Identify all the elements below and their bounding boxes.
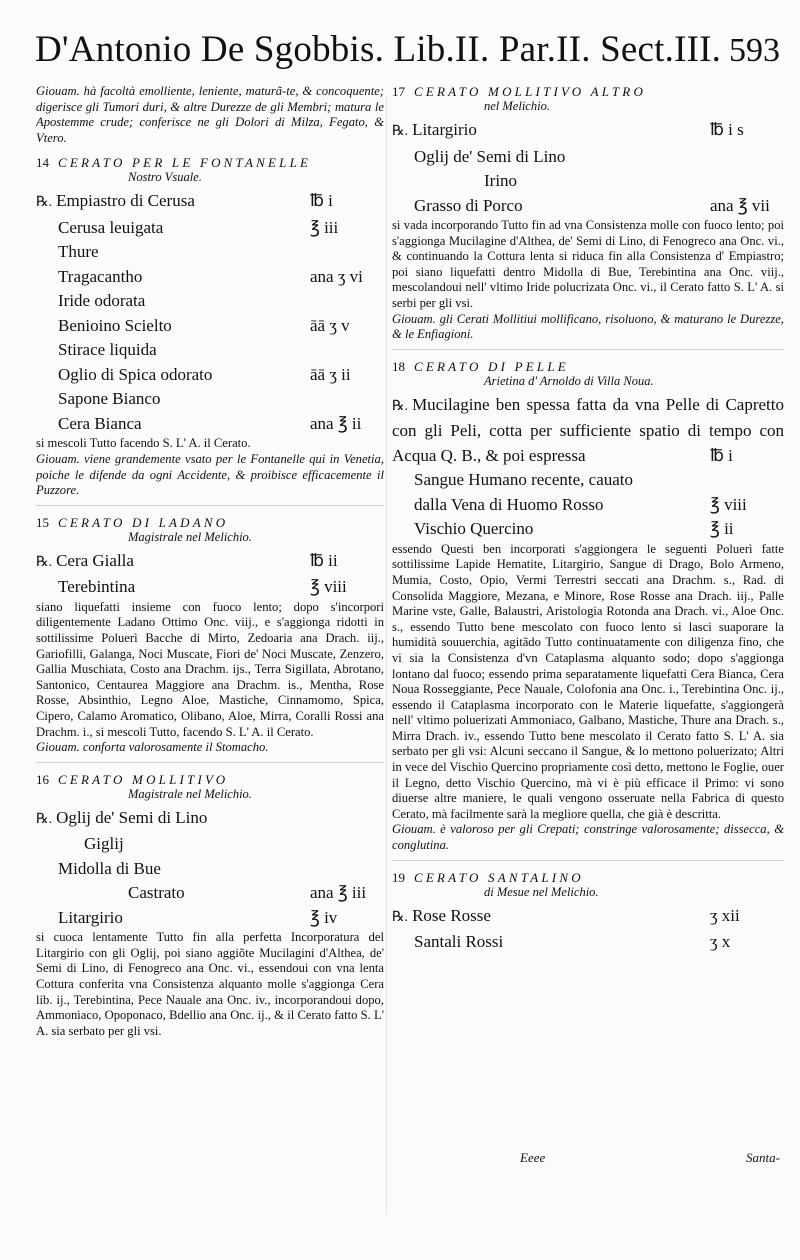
section-subtitle: Magistrale nel Melichio. xyxy=(128,786,252,801)
recipe-note: Giouam. gli Cerati Mollitiui mollificano, risoluono, & maturano le Durezze, & le Enfiagioni. xyxy=(392,311,784,342)
section-17-heading xyxy=(392,84,784,114)
section-title: CERATO PER LE FONTANELLE xyxy=(58,155,312,171)
ingredient-name: Oglij de' Semi di Lino xyxy=(414,146,566,166)
ingredient-name: Benioino Scielto xyxy=(58,315,172,335)
ingredient-name: Sapone Bianco xyxy=(58,389,161,409)
ingredient-quantity: ana ʒ vi xyxy=(310,266,363,286)
section-divider xyxy=(36,762,384,763)
column-gutter xyxy=(386,95,387,1215)
page-number: 593 xyxy=(729,32,780,69)
ingredient-quantity: ana ℥ iii xyxy=(310,883,367,903)
section-15-heading xyxy=(36,515,384,545)
ingredient-quantity: āā ʒ ii xyxy=(310,364,351,384)
section-16-heading xyxy=(36,772,384,802)
section-18-heading xyxy=(392,359,784,389)
recipe-instruction: siano liquefatti insieme con fuoco lento; dopo s'incorpori diligentemente Ladano Ottimo Onc. viij., e s'aggionga ridotti in sottilissime Poluerì Bacche di Mirto, Zedoaria ana Drach. iij., Gariofilli, Galanga, Noci Muscate, Fiori de' Noci Muscate, Zenzero, Gallia Muschiata, Costo ana Drachm. ijs., Terra Sigillata, Abrotano, Santonico, Centaurea Maggiore ana Drachm. is., Mentha, Rose Rosse, Absinthio, Legno Aloe, Mastiche, Cinnamomo, Spica, Cipero, Calamo Aromatico, Olibano, Aloe, Mirra, Coralli Rossi ana Drachm. i., si mescoli Tutto, facendo S. L' A. il Cerato. xyxy=(36,599,384,739)
ingredient-name: Empiastro di Cerusa xyxy=(56,191,195,211)
page-header xyxy=(35,28,780,82)
ingredient-quantity: ℥ viii xyxy=(710,494,747,514)
recipe-row xyxy=(36,881,384,906)
recipe-row xyxy=(36,189,384,216)
recipe-row xyxy=(36,314,384,339)
page-footer xyxy=(520,1150,780,1170)
section-19-recipe xyxy=(392,904,784,955)
recipe-row xyxy=(36,906,384,931)
ingredient-name: Cera Bianca xyxy=(58,413,142,433)
catchword: Santa- xyxy=(746,1150,780,1165)
ingredient-name: Cera Gialla xyxy=(56,550,134,570)
recipe-instruction: si vada incorporando Tutto fin ad vna Consistenza molle con fuoco lento; poi s'aggionga Mucilagine d'Althea, de' Semi di Lino, di Fenogreco ana Onc. vi., & continuando la Cottura lenta si riduca fin alla Consistenza d' Empiastro; poi siano liquefatti dentro Midolla di Bue, Terebintina ana Onc. viij., mescolandoui nell' vltimo Iride polucrizata Onc. vi., il Cerato fatto S. L' A. si serbi per gli vsi. xyxy=(392,218,784,310)
ingredient-quantity xyxy=(310,387,384,412)
recipe-sign: ℞. xyxy=(36,554,53,570)
section-title: CERATO MOLLITIVO ALTRO xyxy=(414,84,647,99)
ingredient-name: Cerusa leuigata xyxy=(58,217,164,237)
section-number: 19 xyxy=(392,869,405,885)
recipe-row xyxy=(36,575,384,600)
section-divider xyxy=(392,349,784,350)
ingredient-quantity xyxy=(710,145,784,170)
section-title: CERATO DI LADANO xyxy=(58,514,229,530)
ingredient-name: Thure xyxy=(58,242,99,262)
recipe-note: Giouam. conforta valorosamente il Stomacho. xyxy=(36,740,269,755)
recipe-row xyxy=(36,289,384,314)
recipe-row xyxy=(36,549,384,576)
ingredient-quantity: ʒ x xyxy=(710,932,731,952)
section-number: 14 xyxy=(36,155,49,171)
ingredient-name: Sangue Humano recente, cauato xyxy=(414,470,634,490)
recipe-sign: ℞. xyxy=(36,195,53,211)
recipe-row xyxy=(392,904,784,931)
section-14-heading xyxy=(36,155,384,185)
recipe-sign: ℞. xyxy=(392,124,409,139)
section-number: 16 xyxy=(36,771,49,787)
recipe-lead xyxy=(392,393,784,469)
recipe-row xyxy=(36,387,384,412)
recipe-row xyxy=(36,832,384,857)
ingredient-name: Irino xyxy=(484,171,518,190)
section-subtitle: di Mesue nel Melichio. xyxy=(484,884,599,899)
section-14-recipe xyxy=(36,189,384,436)
ingredient-quantity xyxy=(310,338,384,363)
ingredient-quantity: ℔ ii xyxy=(310,550,338,570)
recipe-row xyxy=(392,493,784,518)
ingredient-quantity: ℥ ii xyxy=(710,519,734,539)
ingredient-name: Vischio Quercino xyxy=(414,519,534,539)
ingredient-quantity xyxy=(310,857,384,882)
section-17-recipe xyxy=(392,118,784,218)
section-title: CERATO SANTALINO xyxy=(414,869,584,885)
recipe-row xyxy=(36,412,384,437)
ingredient-quantity: ℥ iii xyxy=(310,217,339,237)
recipe-note: Giouam. viene grandemente vsato per le Fontanelle qui in Venetia, poiche le difende da ogni Accidente, & proibisce efficacemente il Puzzore. xyxy=(36,451,384,498)
recipe-instruction: si cuoca lentamente Tutto fin alla perfetta Incorporatura del Litargirio con gli Oglij, poi siano aggiõte Mucilagini d'Althea, de' Semi di Lino, di Fenogreco ana Onc. vi., essendoui con vna lenta Cottura conferita vna Consistenza alquanto molle s'aggionga Cera lib. ij., Terebintina, Pece Nauale ana Onc. iv., incorporandoui dopo, Ammoniaco, Opoponaco, Bdellio ana Onc. ij., & il Cerato fatto S. L' A. sia serbato per gli vsi. xyxy=(36,930,384,1038)
recipe-row xyxy=(392,468,784,493)
ingredient-quantity: āā ʒ v xyxy=(310,315,350,335)
ingredient-quantity: ʒ xii xyxy=(710,905,740,925)
ingredient-name: Midolla di Bue xyxy=(58,858,161,878)
recipe-row xyxy=(392,169,784,194)
section-subtitle: Magistrale nel Melichio. xyxy=(128,529,252,544)
ingredient-quantity xyxy=(310,289,384,314)
section-subtitle: Nostro Vsuale. xyxy=(128,170,202,185)
ingredient-quantity: ℔ i xyxy=(710,445,733,465)
recipe-instruction: essendo Questi ben incorporati s'aggiongera le seguenti Poluerì fatte sottilissime Lapide Hematite, Litargirio, Sangue di Drago, Bolo Armeno, Mumia, Costo, Opio, Vermi Terrestri seccati ana Drachm. s., Rad. di Consolida Maggiore, Mezana, e Minore, Rose Rosse ana Drach. iij., Palle Marine vste, Galle, Balaustri, Aristologia Rotonda ana Drach. vi., Aloe Onc. s., essendo Tutto bene mescolato con fuoco lento si lasci suaporare la humidità souuerchia, agitãdo Tutto continuatamente con diligenza fino, che vi sia la Consistenza d'vn Cataplasma alquanto sodo; dopo s'aggionga lontano dal fuoco; essendo prima separatamente liquefatti Cera Bianca, Cera Noua Rosseggiante, Pece Nauale, Colofonia ana Onc. i., Terebintina Onc. ij., essendo il Cataplasma incorporato con le Materie liquefatte, s'aggiongerà nell' vltimo poluerizati Ammoniaco, Galbano, Mastiche, Thure ana Drach. s., Mirra Drach. iv., essendo Tutto bene mescolato il Cerato fatto S. L' A. sia serbato per gli vsi: Alcuni seccano il Sangue, & lo mettono poluerizato; Altri in vece del Vischio Quercino propriamente così detto, mettono le Foglie, ouer il Legno, detto Vischio Quercino, mà vi è più efficace il Primo: vi sono diuerse altre maniere, le quali vengono osseruate nella Fabrica di questo Cerato, mà facilmente sarà la megliore quella, che già è descritta. xyxy=(392,541,784,821)
ingredient-name: Rose Rosse xyxy=(412,905,491,925)
recipe-row xyxy=(392,118,784,145)
recipe-row xyxy=(392,930,784,955)
ingredient-quantity: ℔ i s xyxy=(710,120,744,139)
ingredient-name: dalla Vena di Huomo Rosso xyxy=(414,494,604,514)
recipe-row xyxy=(36,363,384,388)
recipe-instruction: si mescoli Tutto facendo S. L' A. il Cerato. xyxy=(36,436,251,451)
ingredient-name: Stirace liquida xyxy=(58,340,157,360)
section-number: 18 xyxy=(392,358,405,374)
ingredient-name: Grasso di Porco xyxy=(414,195,523,215)
ingredient-name: Santali Rossi xyxy=(414,932,504,952)
section-16-recipe xyxy=(36,806,384,931)
recipe-sign: ℞. xyxy=(392,398,409,414)
ingredient-quantity: ana ℥ ii xyxy=(310,413,362,433)
section-subtitle: Arietina d' Arnoldo di Villa Noua. xyxy=(484,373,654,388)
ingredient-name: Tragacantho xyxy=(58,266,143,286)
right-column xyxy=(392,84,784,955)
section-number: 17 xyxy=(392,84,405,99)
ingredient-quantity xyxy=(310,832,384,857)
section-divider xyxy=(36,505,384,506)
ingredient-name: Iride odorata xyxy=(58,291,146,311)
ingredient-quantity xyxy=(710,468,784,493)
recipe-row xyxy=(36,806,384,833)
ingredient-name: Mucilagine ben spessa fatta da vna Pelle di Capretto con gli Peli, cotta per sufficiente spatio di tempo con Acqua Q. B., & poi espressa xyxy=(392,394,784,465)
section-19-heading xyxy=(392,870,784,900)
ingredient-name: Litargirio xyxy=(58,907,123,927)
ingredient-quantity: ℥ iv xyxy=(310,907,338,927)
section-title: CERATO DI PELLE xyxy=(414,358,569,374)
section-subtitle: nel Melichio. xyxy=(484,99,550,113)
signature-mark: Eeee xyxy=(520,1150,546,1165)
section-number: 15 xyxy=(36,514,49,530)
recipe-sign: ℞. xyxy=(392,909,409,925)
ingredient-name: Litargirio xyxy=(412,120,477,139)
recipe-row xyxy=(36,857,384,882)
section-18-recipe xyxy=(392,393,784,542)
section-15-recipe xyxy=(36,549,384,600)
recipe-note: Giouam. è valoroso per gli Crepati; constringe valorosamente; dissecca, & conglutina. xyxy=(392,822,784,853)
ingredient-name: Oglij de' Semi di Lino xyxy=(56,807,208,827)
ingredient-name: Oglio di Spica odorato xyxy=(58,364,213,384)
intro-paragraph: Giouam. hà facoltà emolliente, leniente, maturã-te, & concoquente; digerisce gli Tumori duri, & altre Durezze de gli Membri; matura le Apostemme crude; conferisce ne gli Dolori di Milza, Fegato, & Vtero. xyxy=(36,84,384,145)
recipe-row xyxy=(36,338,384,363)
ingredient-quantity xyxy=(310,806,384,833)
running-title: D'Antonio De Sgobbis. Lib.II. Par.II. Sect.III. xyxy=(35,29,722,70)
recipe-row xyxy=(392,194,784,219)
recipe-sign: ℞. xyxy=(36,811,53,827)
ingredient-quantity xyxy=(310,240,384,265)
section-divider xyxy=(392,860,784,861)
section-title: CERATO MOLLITIVO xyxy=(58,771,229,787)
ingredient-quantity xyxy=(710,169,784,194)
ingredient-name: Castrato xyxy=(128,883,185,903)
recipe-row xyxy=(36,240,384,265)
ingredient-quantity: ana ℥ vii xyxy=(710,195,770,215)
recipe-row xyxy=(36,216,384,241)
ingredient-name: Giglij xyxy=(84,834,124,854)
recipe-row xyxy=(36,265,384,290)
ingredient-name: Terebintina xyxy=(58,577,136,597)
left-column xyxy=(36,84,384,1039)
recipe-row xyxy=(392,145,784,170)
recipe-row xyxy=(392,517,784,542)
ingredient-quantity: ℥ viii xyxy=(310,577,347,597)
ingredient-quantity: ℔ i xyxy=(310,191,333,211)
